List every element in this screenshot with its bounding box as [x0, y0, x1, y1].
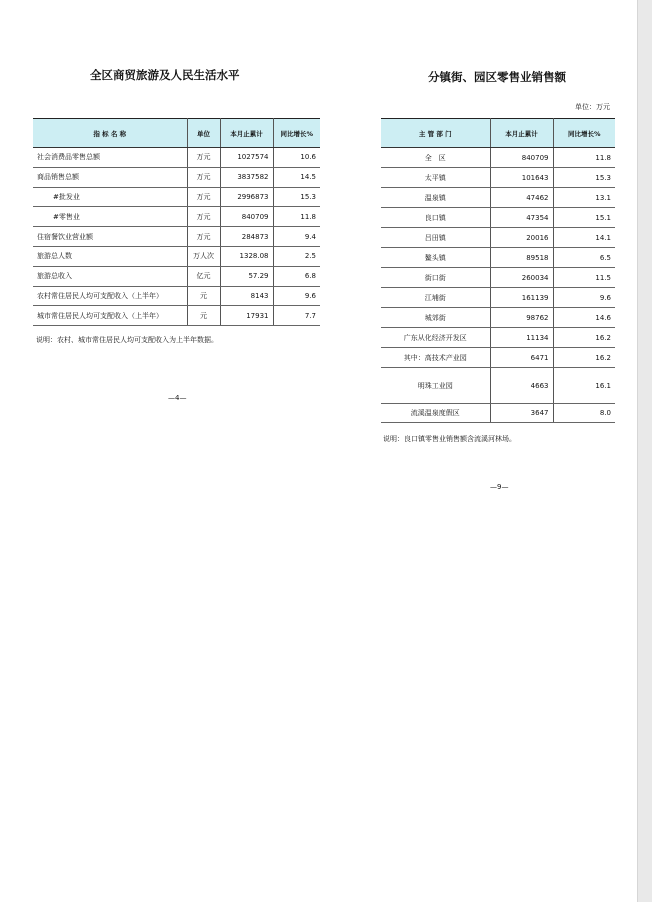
- cell-growth: 15.3: [273, 187, 320, 207]
- table-header-row: [33, 119, 320, 148]
- cell-indicator-name: 旅游总收入: [33, 266, 187, 286]
- cell-department-name: 鳌头镇: [381, 248, 490, 268]
- table-row: [33, 207, 320, 227]
- table-row: [381, 308, 615, 328]
- left-note: 说明：农村、城市常住居民人均可支配收入为上半年数据。: [36, 336, 218, 344]
- cell-indicator-name: #批发业: [33, 187, 187, 207]
- cell-value: 161139: [490, 288, 553, 308]
- cell-value: 47354: [490, 208, 553, 228]
- col-header-value: 本月止累计: [490, 119, 553, 148]
- cell-growth: 6.5: [553, 248, 615, 268]
- table-row: [381, 368, 615, 404]
- col-header-value: 本月止累计: [220, 119, 273, 148]
- table-row: [381, 228, 615, 248]
- cell-growth: 15.1: [553, 208, 615, 228]
- left-page-number: —4—: [168, 394, 187, 402]
- cell-value: 1328.08: [220, 246, 273, 266]
- table-row: [33, 167, 320, 187]
- cell-value: 8143: [220, 286, 273, 306]
- cell-value: 284873: [220, 227, 273, 247]
- cell-value: 2996873: [220, 187, 273, 207]
- right-note: 说明：良口镇零售业销售额含流溪河林场。: [383, 435, 516, 443]
- table-row: [33, 286, 320, 306]
- cell-growth: 15.3: [553, 168, 615, 188]
- cell-department-name: 流溪温泉度假区: [381, 404, 490, 423]
- right-unit-label: 单位：万元: [575, 103, 610, 111]
- cell-indicator-name: 住宿餐饮业营业额: [33, 227, 187, 247]
- page-edge-scrollbar: [637, 0, 652, 902]
- cell-value: 3647: [490, 404, 553, 423]
- cell-growth: 6.8: [273, 266, 320, 286]
- cell-growth: 2.5: [273, 246, 320, 266]
- cell-unit: 亿元: [187, 266, 220, 286]
- table-row: [33, 306, 320, 326]
- table-row: [381, 268, 615, 288]
- cell-value: 3837582: [220, 167, 273, 187]
- cell-growth: 16.1: [553, 368, 615, 404]
- table-row: [33, 227, 320, 247]
- table-row: [33, 246, 320, 266]
- cell-value: 98762: [490, 308, 553, 328]
- table-row: [33, 187, 320, 207]
- cell-unit: 万人次: [187, 246, 220, 266]
- cell-value: 57.29: [220, 266, 273, 286]
- cell-value: 4663: [490, 368, 553, 404]
- table-row: [33, 266, 320, 286]
- cell-value: 17931: [220, 306, 273, 326]
- cell-growth: 9.6: [273, 286, 320, 306]
- cell-value: 1027574: [220, 148, 273, 168]
- right-page-title: 分镇街、园区零售业销售额: [428, 70, 566, 84]
- col-header-growth: 同比增长%: [553, 119, 615, 148]
- table-row: [381, 188, 615, 208]
- cell-growth: 10.6: [273, 148, 320, 168]
- table-row: [381, 348, 615, 368]
- cell-indicator-name: 商品销售总额: [33, 167, 187, 187]
- cell-department-name: 城郊街: [381, 308, 490, 328]
- cell-department-name: 其中：高技术产业园: [381, 348, 490, 368]
- table-header-row: [381, 119, 615, 148]
- cell-value: 47462: [490, 188, 553, 208]
- table-row: [381, 168, 615, 188]
- cell-growth: 11.5: [553, 268, 615, 288]
- cell-indicator-name: 农村常住居民人均可支配收入（上半年）: [33, 286, 187, 306]
- table-row: [381, 328, 615, 348]
- cell-unit: 万元: [187, 227, 220, 247]
- cell-growth: 14.5: [273, 167, 320, 187]
- cell-value: 89518: [490, 248, 553, 268]
- cell-growth: 7.7: [273, 306, 320, 326]
- left-page-title: 全区商贸旅游及人民生活水平: [90, 68, 240, 82]
- left-indicator-table: [33, 118, 320, 326]
- cell-growth: 11.8: [553, 148, 615, 168]
- col-header-growth: 同比增长%: [273, 119, 320, 148]
- col-header-name: 指 标 名 称: [33, 119, 187, 148]
- cell-growth: 9.6: [553, 288, 615, 308]
- cell-department-name: 江埔街: [381, 288, 490, 308]
- cell-unit: 万元: [187, 207, 220, 227]
- cell-growth: 14.1: [553, 228, 615, 248]
- cell-value: 101643: [490, 168, 553, 188]
- cell-growth: 8.0: [553, 404, 615, 423]
- table-row: [33, 148, 320, 168]
- cell-department-name: 温泉镇: [381, 188, 490, 208]
- cell-unit: 元: [187, 286, 220, 306]
- cell-indicator-name: 城市常住居民人均可支配收入（上半年）: [33, 306, 187, 326]
- cell-indicator-name: 旅游总人数: [33, 246, 187, 266]
- cell-unit: 万元: [187, 167, 220, 187]
- cell-growth: 14.6: [553, 308, 615, 328]
- cell-growth: 16.2: [553, 348, 615, 368]
- cell-department-name: 街口街: [381, 268, 490, 288]
- right-page-number: —9—: [490, 483, 509, 491]
- cell-indicator-name: 社会消费品零售总额: [33, 148, 187, 168]
- cell-department-name: 广东从化经济开发区: [381, 328, 490, 348]
- col-header-department: 主 管 部 门: [381, 119, 490, 148]
- cell-value: 11134: [490, 328, 553, 348]
- table-row: [381, 404, 615, 423]
- cell-department-name: 太平镇: [381, 168, 490, 188]
- cell-growth: 13.1: [553, 188, 615, 208]
- cell-growth: 11.8: [273, 207, 320, 227]
- col-header-unit: 单位: [187, 119, 220, 148]
- cell-growth: 16.2: [553, 328, 615, 348]
- table-row: [381, 208, 615, 228]
- cell-unit: 万元: [187, 187, 220, 207]
- cell-growth: 9.4: [273, 227, 320, 247]
- cell-value: 840709: [490, 148, 553, 168]
- cell-value: 20016: [490, 228, 553, 248]
- cell-unit: 万元: [187, 148, 220, 168]
- cell-department-name: 全 区: [381, 148, 490, 168]
- cell-value: 260034: [490, 268, 553, 288]
- cell-unit: 元: [187, 306, 220, 326]
- cell-department-name: 良口镇: [381, 208, 490, 228]
- cell-department-name: 吕田镇: [381, 228, 490, 248]
- cell-department-name: 明珠工业园: [381, 368, 490, 404]
- cell-value: 840709: [220, 207, 273, 227]
- table-row: [381, 148, 615, 168]
- right-retail-table: [381, 118, 615, 423]
- table-row: [381, 248, 615, 268]
- cell-value: 6471: [490, 348, 553, 368]
- table-row: [381, 288, 615, 308]
- cell-indicator-name: #零售业: [33, 207, 187, 227]
